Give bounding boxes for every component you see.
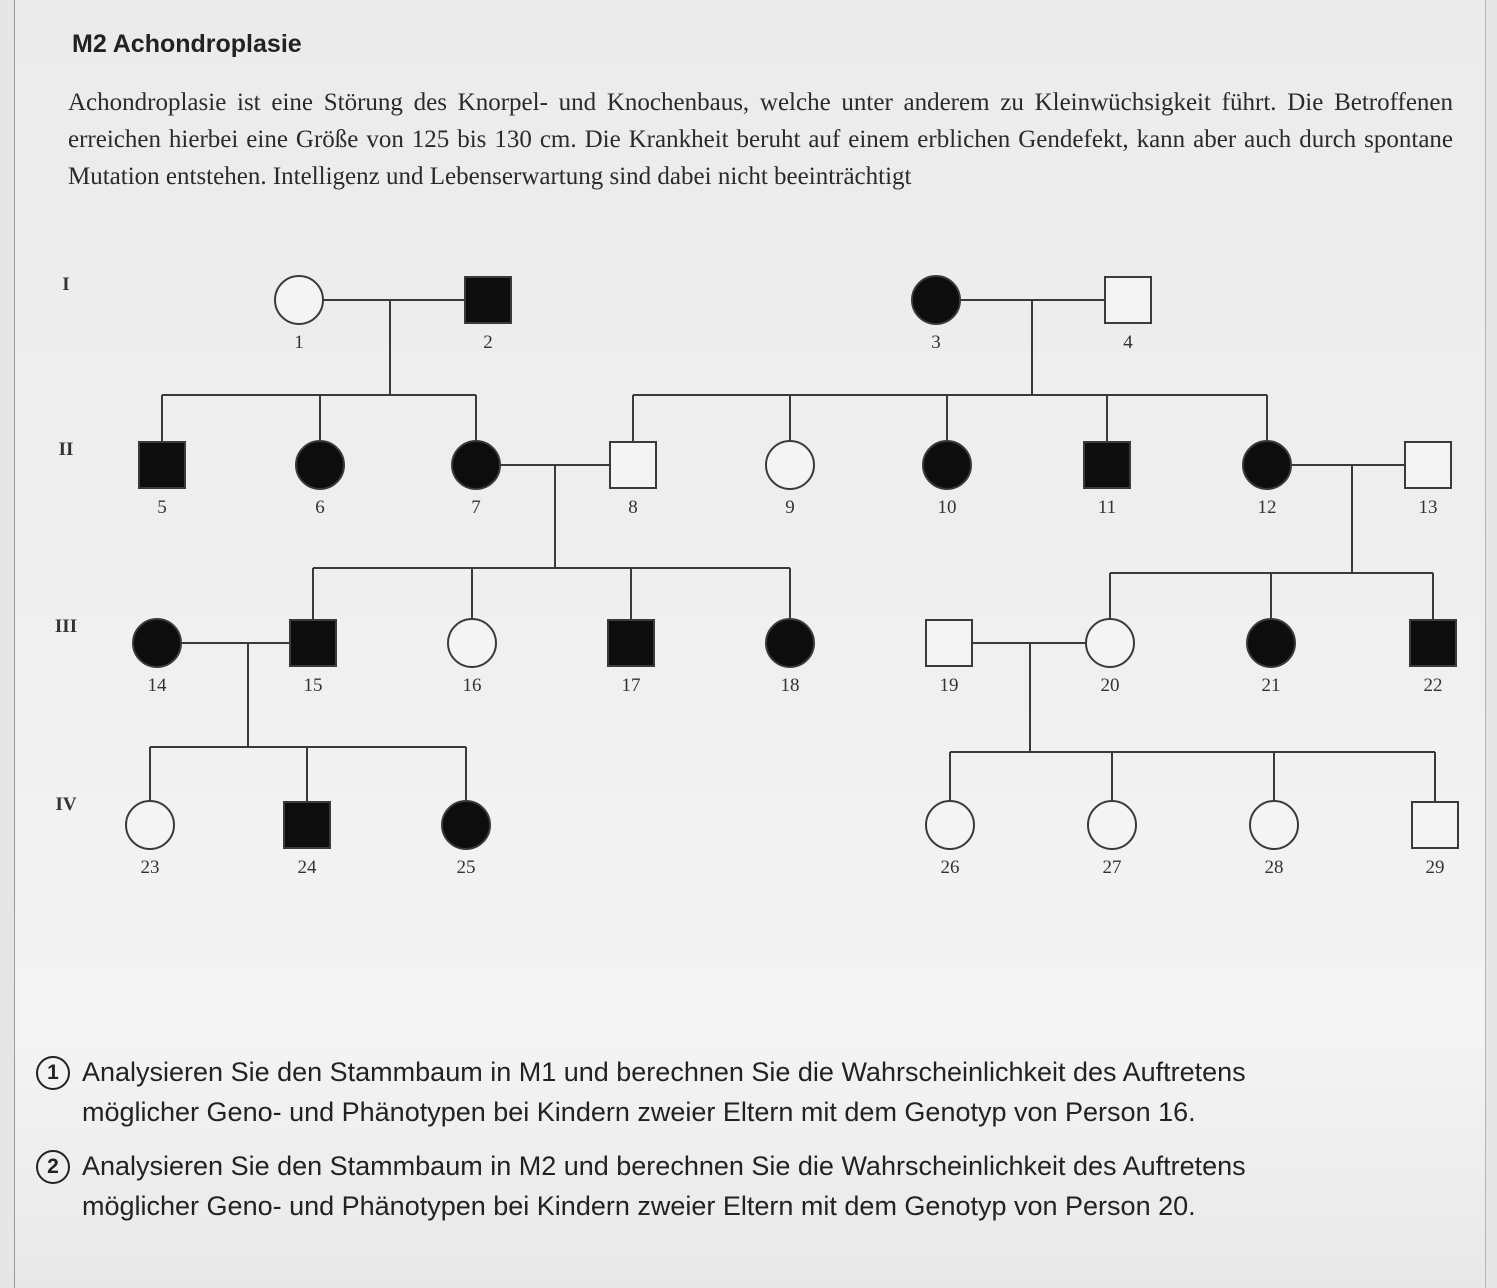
person-number: 25	[456, 857, 476, 878]
task-number-badge: 2	[36, 1150, 70, 1184]
task-text-line: möglicher Geno- und Phänotypen bei Kindern zweier Eltern mit dem Genotyp von Person 20.	[82, 1191, 1196, 1221]
task-text-line: Analysieren Sie den Stammbaum in M2 und berechnen Sie die Wahrscheinlichkeit des Auftretens	[82, 1151, 1246, 1181]
unaffected-female-symbol	[1250, 801, 1298, 849]
affected-female-symbol	[912, 276, 960, 324]
person-number: 8	[628, 497, 638, 518]
person-number: 7	[471, 497, 481, 518]
intro-line: Betroffenen erreichen hierbei eine Größe von 125 bis 130 cm. Die Krankheit beruht auf einem erblichen Gendefekt, kann	[68, 89, 1454, 153]
affected-male-symbol	[465, 277, 511, 323]
affected-male-symbol	[1084, 442, 1130, 488]
person-number: 9	[785, 497, 795, 518]
unaffected-male-symbol	[1405, 442, 1451, 488]
generation-label: I	[62, 274, 70, 295]
unaffected-female-symbol	[275, 276, 323, 324]
unaffected-male-symbol	[926, 620, 972, 666]
person-number: 26	[940, 857, 960, 878]
affected-female-symbol	[1247, 619, 1295, 667]
unaffected-female-symbol	[1086, 619, 1134, 667]
person-number: 3	[931, 332, 941, 353]
person-number: 28	[1264, 857, 1284, 878]
unaffected-male-symbol	[1105, 277, 1151, 323]
task-item	[36, 1146, 1436, 1226]
person-number: 14	[147, 675, 167, 696]
affected-female-symbol	[923, 441, 971, 489]
unaffected-female-symbol	[766, 441, 814, 489]
person-number: 11	[1097, 497, 1117, 518]
person-number: 2	[483, 332, 493, 353]
unaffected-female-symbol	[126, 801, 174, 849]
task-text-line: möglicher Geno- und Phänotypen bei Kindern zweier Eltern mit dem Genotyp von Person 16.	[82, 1097, 1196, 1127]
task-list	[36, 1052, 1436, 1240]
person-number: 4	[1123, 332, 1133, 353]
person-number: 18	[780, 675, 800, 696]
person-number: 27	[1102, 857, 1122, 878]
person-number: 13	[1418, 497, 1438, 518]
person-number: 29	[1425, 857, 1445, 878]
affected-female-symbol	[442, 801, 490, 849]
generation-label: II	[58, 439, 74, 460]
person-number: 16	[462, 675, 482, 696]
affected-female-symbol	[296, 441, 344, 489]
unaffected-female-symbol	[1088, 801, 1136, 849]
task-text-line: Analysieren Sie den Stammbaum in M1 und berechnen Sie die Wahrscheinlichkeit des Auftretens	[82, 1057, 1246, 1087]
person-number: 21	[1261, 675, 1281, 696]
person-number: 6	[315, 497, 325, 518]
affected-male-symbol	[284, 802, 330, 848]
unaffected-male-symbol	[610, 442, 656, 488]
person-number: 15	[303, 675, 323, 696]
affected-male-symbol	[139, 442, 185, 488]
generation-label: III	[54, 616, 78, 637]
person-number: 19	[939, 675, 959, 696]
person-number: 12	[1257, 497, 1277, 518]
affected-male-symbol	[608, 620, 654, 666]
unaffected-female-symbol	[926, 801, 974, 849]
unaffected-male-symbol	[1412, 802, 1458, 848]
person-number: 10	[937, 497, 957, 518]
affected-male-symbol	[290, 620, 336, 666]
person-number: 20	[1100, 675, 1120, 696]
task-number-badge: 1	[36, 1056, 70, 1090]
intro-line: aber auch durch spontane Mutation entstehen. Intelligenz und Lebenserwartung sind dabei nicht beeinträchtigt	[68, 126, 1454, 190]
unaffected-female-symbol	[448, 619, 496, 667]
person-number: 1	[294, 332, 304, 353]
person-number: 22	[1423, 675, 1443, 696]
intro-line: Achondroplasie ist eine Störung des Knorpel- und Knochenbaus, welche unter anderem zu Kleinwüchsigkeit führt. Die	[68, 89, 1324, 116]
affected-male-symbol	[1410, 620, 1456, 666]
affected-female-symbol	[766, 619, 814, 667]
affected-female-symbol	[452, 441, 500, 489]
person-number: 17	[621, 675, 641, 696]
person-number: 23	[140, 857, 160, 878]
task-item	[36, 1052, 1436, 1132]
person-number: 5	[157, 497, 167, 518]
section-title: M2 Achondroplasie	[72, 30, 302, 58]
affected-female-symbol	[133, 619, 181, 667]
generation-label: IV	[55, 794, 77, 815]
person-number: 24	[297, 857, 317, 878]
affected-female-symbol	[1243, 441, 1291, 489]
